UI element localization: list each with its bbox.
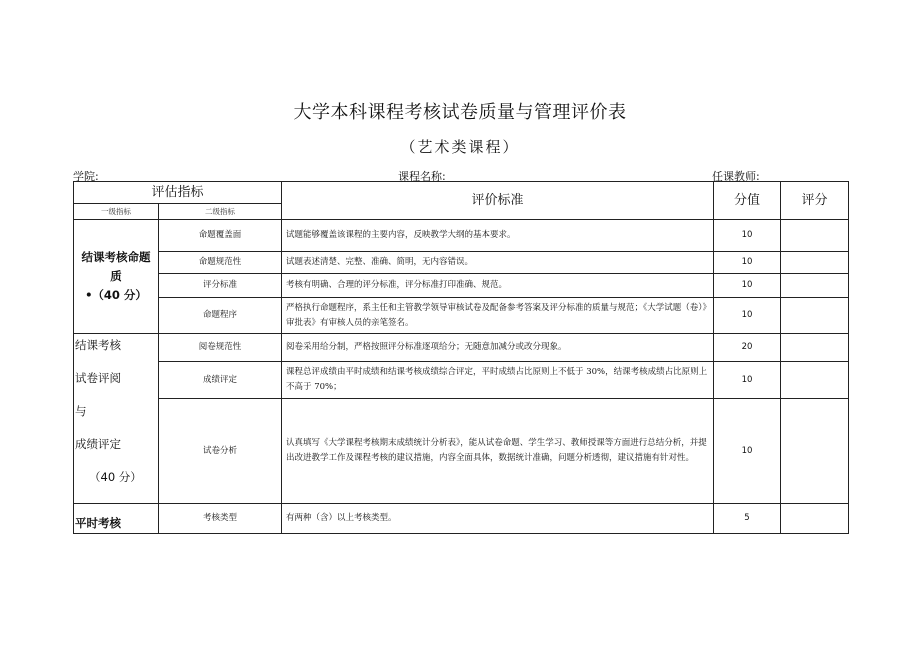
value-cell: 10 [714, 252, 781, 274]
criterion: 严格执行命题程序，系主任和主管教学领导审核试卷及配备参考答案及评分标准的质量与规范；《大学试题（卷）》审批表》有审核人员的亲笔签名。 [282, 298, 714, 334]
value-cell: 10 [714, 220, 781, 252]
score-cell[interactable] [781, 298, 849, 334]
score-cell[interactable] [781, 252, 849, 274]
value-cell: 10 [714, 362, 781, 399]
header-score: 评分 [781, 182, 849, 220]
sub-indicator: 成绩评定 [159, 362, 282, 399]
value-cell: 10 [714, 399, 781, 504]
group-line: 与 [75, 404, 87, 418]
score-cell[interactable] [781, 274, 849, 298]
header-level2: 二级指标 [159, 204, 282, 220]
score-cell[interactable] [781, 399, 849, 504]
course-name-label: 课程名称: [398, 170, 446, 183]
criterion: 课程总评成绩由平时成绩和结课考核成绩综合评定，平时成绩占比原则上不低于 30%，结课考核成绩占比原则上不高于 70%； [282, 362, 714, 399]
score-cell[interactable] [781, 362, 849, 399]
value-cell: 10 [714, 274, 781, 298]
header-indicator: 评估指标 [74, 182, 282, 204]
college-label: 学院: [73, 170, 99, 183]
page-subtitle: （艺术类课程） [400, 138, 520, 156]
sub-indicator: 阅卷规范性 [159, 334, 282, 362]
criterion: 认真填写《大学课程考核期末成绩统计分析表》，能从试卷命题、学生学习、教师授课等方面进行总结分析，并提出改进教学工作及课程考核的建议措施，内容全面具体，数据统计准确，问题分析透彻，建议措施有针对性。 [282, 399, 714, 504]
group-weight: •（40 分） [85, 288, 147, 302]
sub-indicator: 评分标准 [159, 274, 282, 298]
criterion: 试题表述清楚、完整、准确、简明，无内容错误。 [282, 252, 714, 274]
criterion: 考核有明确、合理的评分标准，评分标准打印准确、规范。 [282, 274, 714, 298]
evaluation-table [73, 181, 849, 534]
level1-group-grading [74, 334, 159, 504]
header-level1: 一级指标 [74, 204, 159, 220]
criterion: 阅卷采用给分制，严格按照评分标准逐项给分；无随意加减分或改分现象。 [282, 334, 714, 362]
score-cell[interactable] [781, 220, 849, 252]
sub-indicator: 试卷分析 [159, 399, 282, 504]
sub-indicator: 命题程序 [159, 298, 282, 334]
score-cell[interactable] [781, 504, 849, 534]
value-cell: 5 [714, 504, 781, 534]
teacher-label: 任课教师: [712, 170, 760, 183]
criterion: 有两种（含）以上考核类型。 [282, 504, 714, 534]
value-cell: 20 [714, 334, 781, 362]
score-cell[interactable] [781, 334, 849, 362]
value-cell: 10 [714, 298, 781, 334]
group-line: 结课考核 [75, 338, 121, 352]
criterion: 试题能够覆盖该课程的主要内容，反映教学大纲的基本要求。 [282, 220, 714, 252]
group-line: 成绩评定 [75, 437, 121, 451]
sub-indicator: 命题规范性 [159, 252, 282, 274]
group-line: 试卷评阅 [75, 371, 121, 385]
page-title: 大学本科课程考核试卷质量与管理评价表 [293, 102, 627, 123]
header-value: 分值 [714, 182, 781, 220]
level1-group-regular: 平时考核 [74, 504, 159, 534]
sub-indicator: 命题覆盖面 [159, 220, 282, 252]
sub-indicator: 考核类型 [159, 504, 282, 534]
header-standard: 评价标准 [282, 182, 714, 220]
level1-group-question-quality [74, 220, 159, 334]
group-line: （40 分） [89, 470, 142, 484]
group-name: 结课考核命题质 [81, 250, 151, 283]
